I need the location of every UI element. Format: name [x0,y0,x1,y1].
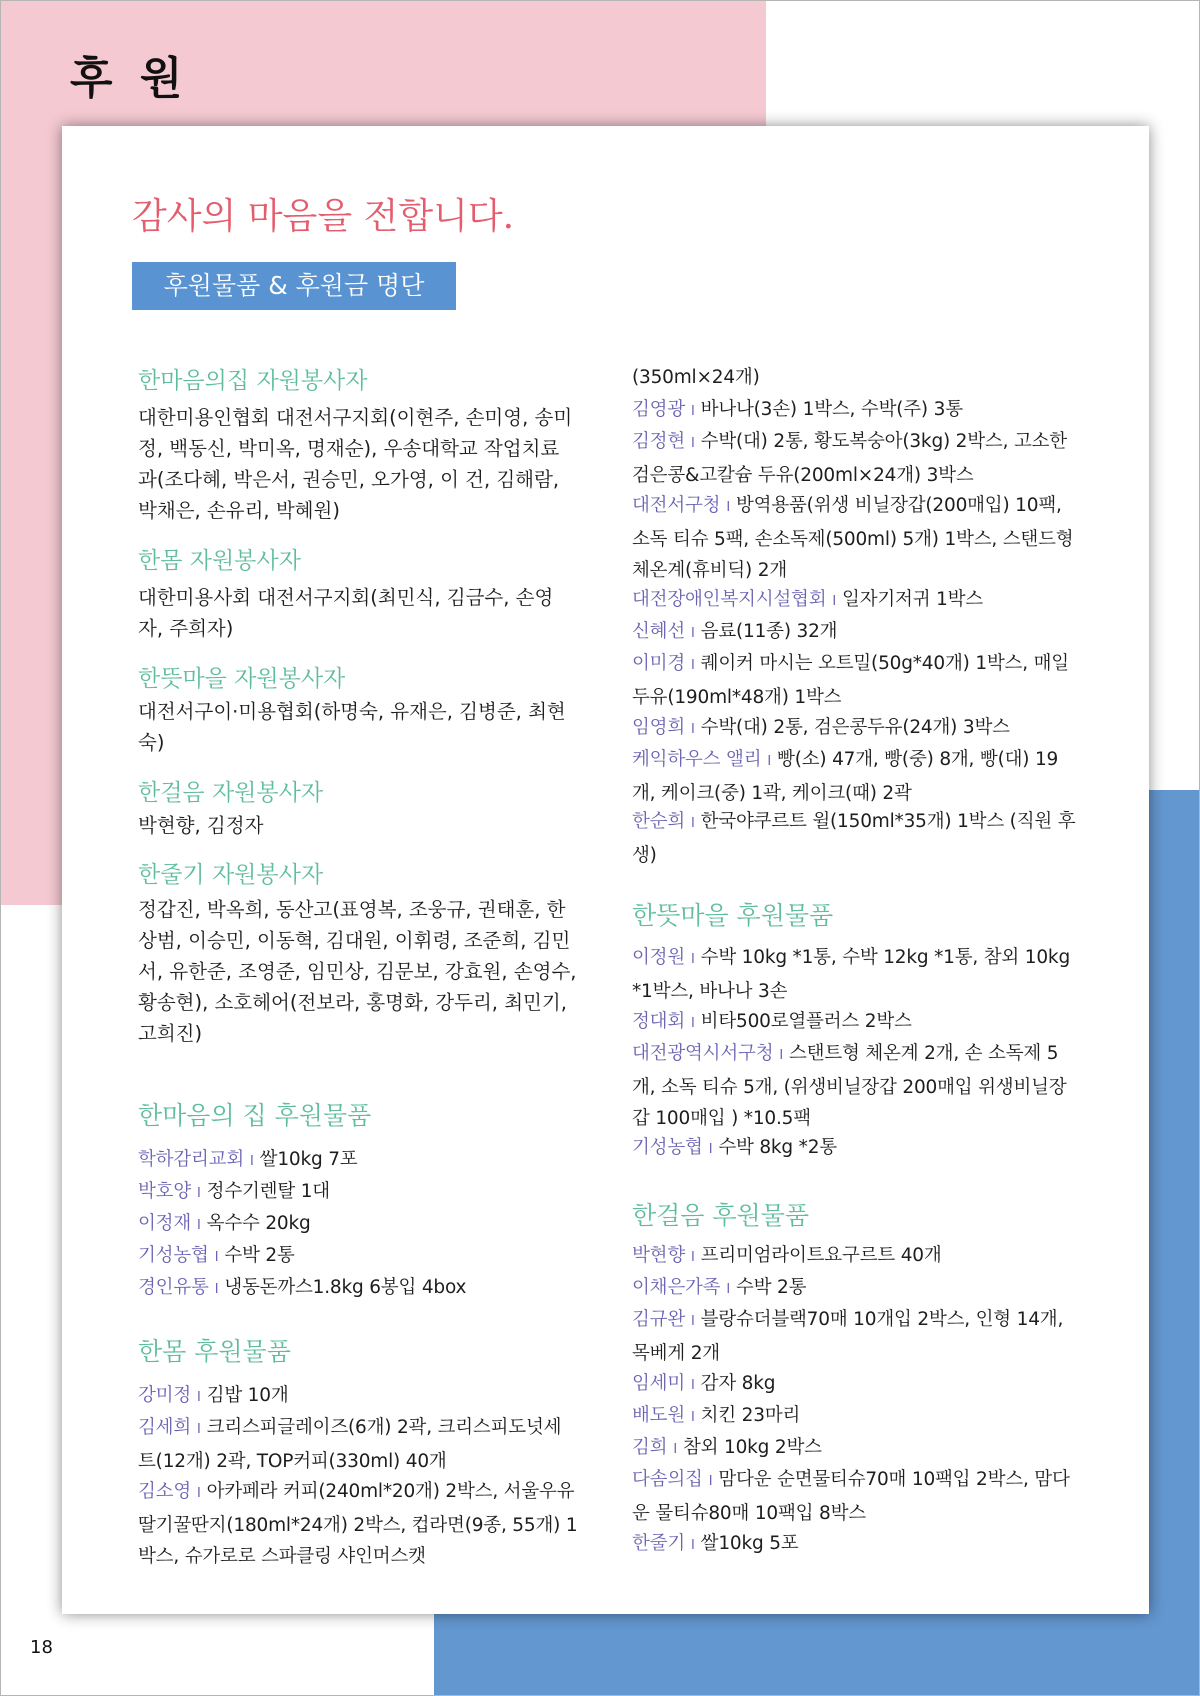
donation-item: 수박 8kg *2통 [718,1137,837,1158]
donor-name: 케익하우스 앨리 [632,749,762,770]
donor-name: 박호양 [138,1181,192,1202]
separator: I [691,404,695,419]
separator: I [726,1282,730,1297]
page-number: 18 [30,1637,53,1658]
donation-item: 블랑슈더블랙70매 10개입 2박스, 인형 14개, 목베게 2개 [632,1309,1064,1364]
volunteer-section-text: 박현향, 김정자 [138,814,264,837]
donor-entry [632,1400,1080,1434]
donation-item: 크리스피글레이즈(6개) 2곽, 크리스피도넛세트(12개) 2곽, TOP커피(330ml) 40개 [138,1417,562,1472]
donor-entry [632,616,1080,650]
donor-name: 기성농협 [138,1245,209,1266]
volunteer-section-title: 한몸 자원봉사자 [138,548,301,574]
donation-item: 수박(대) 2통, 황도복숭아(3kg) 2박스, 고소한 검은콩&고칼슘 두유(200ml×24개) 3박스 [632,431,1067,486]
donor-entry [632,426,1080,491]
continued-text: (350ml×24개) [632,367,760,388]
goods-section-title: 한몸 후원물품 [138,1337,291,1366]
donor-entry [138,1176,578,1210]
donor-entry [632,806,1080,871]
donor-entry [138,1412,578,1477]
separator: I [197,1218,201,1233]
donation-item: 김밥 10개 [206,1385,289,1406]
donation-item: 정수기렌탈 1대 [206,1181,330,1202]
donor-entry [632,1272,1080,1306]
separator: I [197,1486,201,1501]
separator: I [691,436,695,451]
separator: I [691,722,695,737]
donation-item: 옥수수 20kg [206,1213,311,1234]
donation-item: 방역용품(위생 비닐장갑(200매입) 10팩, 소독 티슈 5팩, 손소독제(500ml) 5개) 1박스, 스탠드형 체온계(휴비딕) 2개 [632,495,1074,581]
donation-item: 일자기저귀 1박스 [842,589,983,610]
donor-name: 경인유통 [138,1277,209,1298]
separator: I [197,1390,201,1405]
donor-name: 한순희 [632,811,686,832]
separator: I [691,1410,695,1425]
donation-item: 참외 10kg 2박스 [682,1437,822,1458]
thanks-heading: 감사의 마음을 전합니다. [132,196,515,237]
volunteer-section-text: 대한미용사회 대전서구지회(최민식, 김금수, 손영자, 주희자) [138,586,554,640]
separator: I [832,594,837,609]
donor-name: 김세희 [138,1417,192,1438]
volunteer-section-title: 한마음의집 자원봉사자 [138,368,368,394]
volunteer-section-title: 한뜻마을 자원봉사자 [138,666,346,692]
volunteer-section-text: 정갑진, 박옥희, 동산고(표영복, 조웅규, 권태훈, 한상범, 이승민, 이동혁, 김대원, 이휘령, 조준희, 김민서, 유한준, 조영준, 임민상, 김문보, 강효원, 손영수, 황송현), 소호헤어(전보라, 홍명화, 강두리, 최민기, 고희진) [138,898,577,1045]
donor-name: 이채은가족 [632,1277,721,1298]
separator: I [767,754,772,769]
donor-entry [632,1132,1080,1166]
separator: I [691,1314,695,1329]
donor-name: 한줄기 [632,1533,686,1554]
donor-entry [632,394,1080,428]
donor-entry [632,1038,1080,1135]
donor-name: 강미정 [138,1385,192,1406]
donor-entry [632,490,1080,587]
donor-entry [138,1208,578,1242]
donation-item: 쌀10kg 7포 [259,1149,358,1170]
donor-name: 학하감리교회 [138,1149,245,1170]
donation-item: 수박 2통 [736,1277,807,1298]
donation-item: 한국야쿠르트 윌(150ml*35개) 1박스 (직원 후생) [632,811,1076,866]
separator: I [726,500,730,515]
donor-name: 대전광역시서구청 [632,1043,774,1064]
separator: I [691,658,695,673]
volunteer-section-text: 대한미용인협회 대전서구지회(이현주, 손미영, 송미정, 백동신, 박미옥, 명재순), 우송대학교 작업치료과(조다혜, 박은서, 권승민, 오가영, 이 건, 김해람, 박채은, 손유리, 박혜원) [138,406,573,522]
goods-section-title: 한걸음 후원물품 [632,1201,809,1230]
donor-name: 김소영 [138,1481,192,1502]
separator: I [691,1378,695,1393]
donation-item: 빵(소) 47개, 빵(중) 8개, 빵(대) 19개, 케이크(중) 1곽, 케이크(때) 2곽 [632,749,1059,804]
volunteer-section-text: 대전서구이·미용협회(하명숙, 유재은, 김병준, 최현숙) [138,700,566,754]
donation-item: 냉동돈까스1.8kg 6봉입 4box [224,1277,467,1298]
donation-item: 감자 8kg [700,1373,776,1394]
donor-entry [138,1144,578,1178]
donor-entry [632,712,1080,746]
content-card [62,126,1149,1614]
donor-list-banner: 후원물품 & 후원금 명단 [132,262,456,310]
volunteer-section-title: 한걸음 자원봉사자 [138,780,324,806]
separator: I [691,626,695,641]
donor-entry [632,1006,1080,1040]
donation-item: 퀘이커 마시는 오트밀(50g*40개) 1박스, 매일 두유(190ml*48개) 1박스 [632,653,1069,708]
donor-name: 이미경 [632,653,686,674]
donor-entry [138,1240,578,1274]
donation-item: 비타500로열플러스 2박스 [700,1011,912,1032]
separator: I [779,1048,784,1063]
separator: I [214,1282,219,1297]
donor-name: 신혜선 [632,621,686,642]
donor-name: 이정원 [632,947,686,968]
donor-entry [138,1476,578,1573]
donor-entry [632,1304,1080,1369]
donor-name: 이정재 [138,1213,192,1234]
goods-section-title: 한마음의 집 후원물품 [138,1101,372,1130]
donation-item: 음료(11종) 32개 [700,621,838,642]
donor-name: 기성농협 [632,1137,703,1158]
donor-entry [632,1528,1080,1562]
separator: I [214,1250,219,1265]
donor-entry [138,1380,578,1414]
donor-name: 대전서구청 [632,495,721,516]
donor-entry [632,1432,1080,1466]
separator: I [691,1538,695,1553]
donor-name: 김희 [632,1437,668,1458]
donor-name: 김규완 [632,1309,686,1330]
donation-item: 치킨 23마리 [700,1405,801,1426]
donor-name: 박현향 [632,1245,686,1266]
donation-item: 쌀10kg 5포 [700,1533,799,1554]
donation-item: 수박 10kg *1통, 수박 12kg *1통, 참외 10kg *1박스, 바나나 3손 [632,947,1070,1002]
donor-entry [632,584,1080,618]
donor-entry [632,1464,1080,1529]
donor-entry [632,648,1080,713]
donation-item: 수박 2통 [224,1245,295,1266]
donor-name: 배도원 [632,1405,686,1426]
donor-entry [632,744,1080,809]
donor-name: 임세미 [632,1373,686,1394]
donor-name: 다솜의집 [632,1469,703,1490]
goods-section-title: 한뜻마을 후원물품 [632,901,834,930]
separator: I [708,1142,713,1157]
separator: I [708,1474,713,1489]
donor-name: 대전장애인복지시설협회 [632,589,827,610]
separator: I [691,1250,695,1265]
donor-entry [632,1240,1080,1274]
donor-entry [632,1368,1080,1402]
separator: I [250,1154,254,1169]
donor-name: 정대회 [632,1011,686,1032]
donor-name: 김정현 [632,431,686,452]
donation-item: 바나나(3손) 1박스, 수박(주) 3통 [700,399,963,420]
donor-entry [632,942,1080,1007]
donation-item: 수박(대) 2통, 검은콩두유(24개) 3박스 [700,717,1010,738]
separator: I [691,952,695,967]
donor-name: 김영광 [632,399,686,420]
separator: I [197,1422,201,1437]
donation-item: 스탠트형 체온계 2개, 손 소독제 5개, 소독 티슈 5개, (위생비닐장갑 200매입 위생비닐장갑 100매입 ) *10.5팩 [632,1043,1067,1129]
donor-entry [138,1272,578,1306]
page-section-title: 후 원 [70,53,189,104]
separator: I [673,1442,677,1457]
donor-name: 임영희 [632,717,686,738]
donation-item: 프리미엄라이트요구르트 40개 [700,1245,942,1266]
donation-item: 아카페라 커피(240ml*20개) 2박스, 서울우유 딸기꿀딴지(180ml*24개) 2박스, 컵라면(9종, 55개) 1박스, 슈가로로 스파클링 샤인머스캣 [138,1481,578,1567]
separator: I [691,1016,695,1031]
volunteer-section-title: 한줄기 자원봉사자 [138,862,324,888]
separator: I [197,1186,201,1201]
separator: I [691,816,695,831]
donation-item: 맘다운 순면물티슈70매 10팩입 2박스, 맘다운 물티슈80매 10팩입 8박스 [632,1469,1070,1524]
